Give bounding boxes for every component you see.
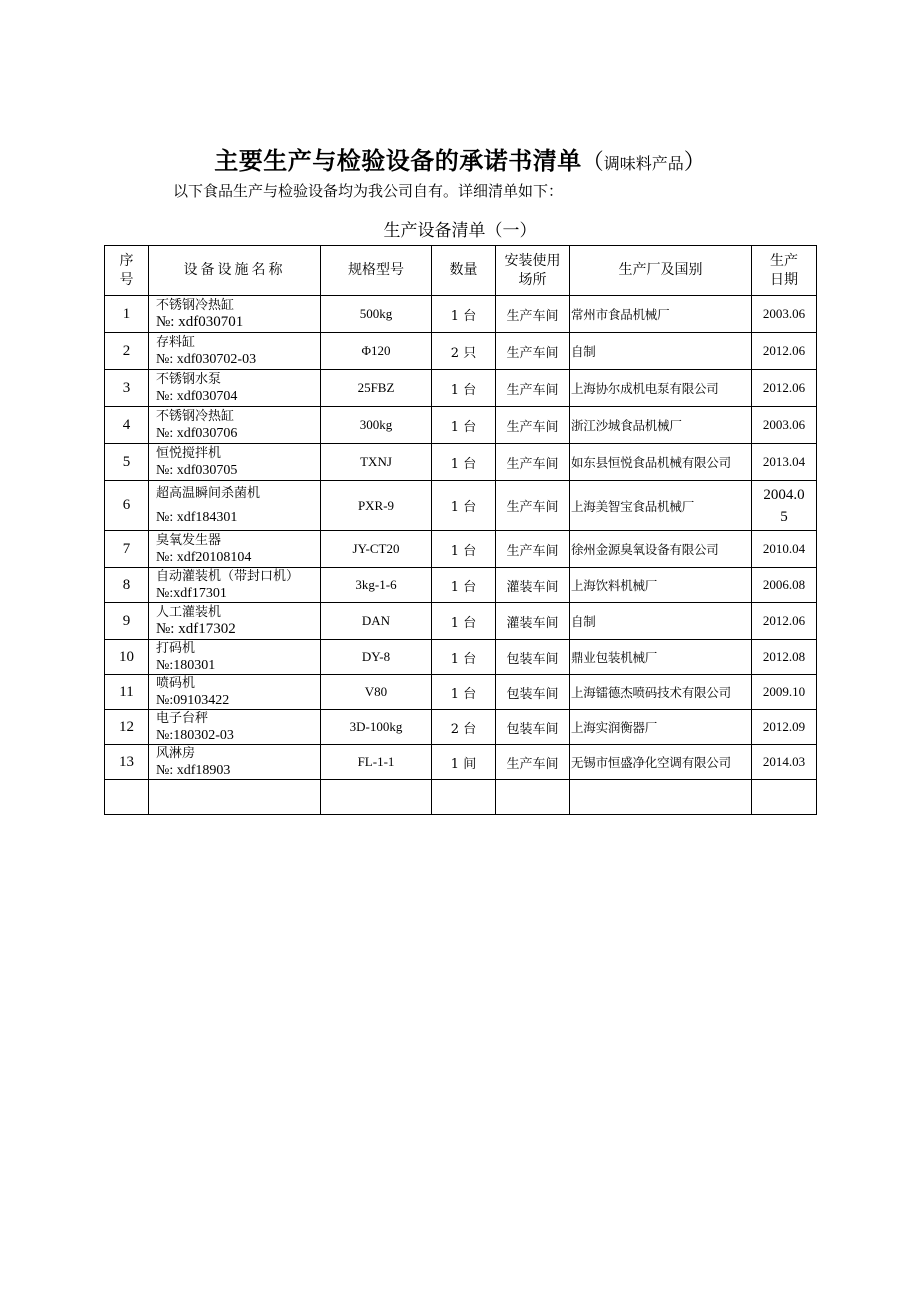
empty-cell bbox=[105, 780, 149, 815]
header-index bbox=[105, 246, 149, 296]
location-cell: 生产车间 bbox=[496, 745, 570, 780]
empty-cell bbox=[149, 780, 321, 815]
spec-cell: DY-8 bbox=[321, 640, 432, 675]
qty-unit: 台 bbox=[463, 543, 477, 559]
spec-cell: FL-1-1 bbox=[321, 745, 432, 780]
equipment-code: №: xdf17302 bbox=[156, 621, 236, 637]
header-name: 设备设施名称 bbox=[149, 246, 321, 296]
spec-cell: 3kg-1-6 bbox=[321, 568, 432, 603]
spec-cell: 25FBZ bbox=[321, 370, 432, 407]
date-line2: 5 bbox=[780, 508, 788, 525]
row-index: 12 bbox=[105, 710, 149, 745]
date-cell bbox=[752, 481, 817, 531]
header-location-line1: 安装使用 bbox=[504, 252, 561, 269]
equipment-name: 不锈钢冷热缸 bbox=[156, 409, 235, 424]
spec-cell: 3D-100kg bbox=[321, 710, 432, 745]
qty-cell bbox=[432, 745, 496, 780]
equipment-code: №: xdf030701 bbox=[156, 314, 244, 330]
location-cell: 灌装车间 bbox=[496, 603, 570, 640]
manufacturer-cell: 上海镭德杰喷码技术有限公司 bbox=[570, 675, 752, 710]
location-cell: 包装车间 bbox=[496, 675, 570, 710]
table-row bbox=[105, 333, 817, 370]
equipment-name-cell bbox=[149, 370, 321, 407]
qty-unit: 台 bbox=[463, 615, 477, 631]
row-index: 13 bbox=[105, 745, 149, 780]
qty-number: 2 bbox=[450, 345, 460, 361]
empty-cell bbox=[432, 780, 496, 815]
date-cell: 2003.06 bbox=[752, 296, 817, 333]
qty-number: 1 bbox=[450, 500, 460, 515]
location-cell: 包装车间 bbox=[496, 640, 570, 675]
equipment-name-cell bbox=[149, 675, 321, 710]
table-row-empty bbox=[105, 780, 817, 815]
date-cell: 2012.06 bbox=[752, 333, 817, 370]
location-cell: 生产车间 bbox=[496, 531, 570, 568]
location-cell: 生产车间 bbox=[496, 296, 570, 333]
equipment-name: 人工灌装机 bbox=[156, 605, 222, 620]
empty-cell bbox=[570, 780, 752, 815]
qty-cell bbox=[432, 407, 496, 444]
intro-statement: 以下食品生产与检验设备均为我公司自有。详细清单如下： bbox=[173, 182, 564, 200]
spec-cell: TXNJ bbox=[321, 444, 432, 481]
table-row bbox=[105, 745, 817, 780]
header-date bbox=[752, 246, 817, 296]
spec-cell: 500kg bbox=[321, 296, 432, 333]
table-row bbox=[105, 296, 817, 333]
location-cell: 生产车间 bbox=[496, 333, 570, 370]
equipment-code: №: xdf18903 bbox=[156, 763, 231, 778]
equipment-name: 超高温瞬间杀菌机 bbox=[156, 485, 261, 501]
equipment-name-cell bbox=[149, 333, 321, 370]
date-cell: 2012.06 bbox=[752, 603, 817, 640]
qty-number: 1 bbox=[450, 456, 460, 472]
header-qty: 数量 bbox=[432, 246, 496, 296]
title-paren-close: ） bbox=[683, 150, 706, 175]
equipment-name: 臭氧发生器 bbox=[156, 533, 222, 548]
row-index: 1 bbox=[105, 296, 149, 333]
date-cell: 2006.08 bbox=[752, 568, 817, 603]
date-cell: 2012.08 bbox=[752, 640, 817, 675]
equipment-name-cell bbox=[149, 745, 321, 780]
date-cell: 2010.04 bbox=[752, 531, 817, 568]
empty-cell bbox=[321, 780, 432, 815]
table-row bbox=[105, 568, 817, 603]
manufacturer-cell: 浙江沙城食品机械厂 bbox=[570, 407, 752, 444]
qty-number: 1 bbox=[450, 579, 460, 595]
date-cell: 2014.03 bbox=[752, 745, 817, 780]
equipment-code: №:xdf17301 bbox=[156, 586, 227, 601]
table-row bbox=[105, 603, 817, 640]
row-index: 4 bbox=[105, 407, 149, 444]
qty-unit: 台 bbox=[463, 500, 477, 515]
location-cell: 生产车间 bbox=[496, 481, 570, 531]
manufacturer-cell: 常州市食品机械厂 bbox=[570, 296, 752, 333]
equipment-name: 喷码机 bbox=[156, 676, 196, 691]
qty-unit: 台 bbox=[463, 456, 477, 472]
qty-number: 1 bbox=[450, 651, 460, 667]
location-cell: 灌装车间 bbox=[496, 568, 570, 603]
row-index: 6 bbox=[105, 481, 149, 531]
qty-unit: 台 bbox=[463, 686, 477, 702]
equipment-name-cell bbox=[149, 481, 321, 531]
equipment-name: 电子台秤 bbox=[156, 711, 209, 726]
manufacturer-cell: 如东县恒悦食品机械有限公司 bbox=[570, 444, 752, 481]
date-cell: 2003.06 bbox=[752, 407, 817, 444]
qty-cell bbox=[432, 444, 496, 481]
table-row bbox=[105, 640, 817, 675]
equipment-name: 恒悦搅拌机 bbox=[156, 446, 222, 461]
qty-cell bbox=[432, 675, 496, 710]
equipment-code: №: xdf030705 bbox=[156, 463, 238, 478]
manufacturer-cell: 上海实润衡器厂 bbox=[570, 710, 752, 745]
date-cell: 2013.04 bbox=[752, 444, 817, 481]
date-line1: 2004.0 bbox=[763, 486, 805, 503]
equipment-code: №: xdf20108104 bbox=[156, 550, 252, 565]
row-index: 9 bbox=[105, 603, 149, 640]
qty-unit: 台 bbox=[463, 721, 477, 737]
equipment-name: 存料缸 bbox=[156, 335, 196, 350]
qty-cell bbox=[432, 481, 496, 531]
table-row bbox=[105, 407, 817, 444]
equipment-name: 风淋房 bbox=[156, 746, 196, 761]
equipment-name-cell bbox=[149, 603, 321, 640]
spec-cell: PXR-9 bbox=[321, 481, 432, 531]
table-row bbox=[105, 531, 817, 568]
title-main: 主要生产与检验设备的承诺书清单 bbox=[214, 147, 582, 175]
manufacturer-cell: 上海美智宝食品机械厂 bbox=[570, 481, 752, 531]
manufacturer-cell: 徐州金源臭氧设备有限公司 bbox=[570, 531, 752, 568]
location-cell: 生产车间 bbox=[496, 407, 570, 444]
qty-unit: 台 bbox=[463, 308, 477, 324]
document-title bbox=[0, 141, 920, 176]
table-row bbox=[105, 675, 817, 710]
empty-cell bbox=[496, 780, 570, 815]
qty-number: 1 bbox=[450, 543, 460, 559]
header-index-line1: 序 bbox=[119, 252, 134, 269]
row-index: 11 bbox=[105, 675, 149, 710]
qty-number: 1 bbox=[450, 615, 460, 631]
equipment-code: №: xdf184301 bbox=[156, 509, 238, 525]
equipment-name-cell bbox=[149, 531, 321, 568]
qty-cell bbox=[432, 333, 496, 370]
title-paren-open: （ bbox=[581, 150, 604, 175]
equipment-name-cell bbox=[149, 568, 321, 603]
spec-cell: V80 bbox=[321, 675, 432, 710]
location-cell: 生产车间 bbox=[496, 370, 570, 407]
equipment-code: №:180301 bbox=[156, 658, 216, 673]
table-row bbox=[105, 370, 817, 407]
header-date-line2: 日期 bbox=[770, 271, 798, 288]
spec-cell: DAN bbox=[321, 603, 432, 640]
qty-cell bbox=[432, 603, 496, 640]
spec-cell: 300kg bbox=[321, 407, 432, 444]
table-row bbox=[105, 481, 817, 531]
manufacturer-cell: 自制 bbox=[570, 333, 752, 370]
qty-unit: 台 bbox=[463, 419, 477, 435]
table-subtitle: 生产设备清单（一） bbox=[383, 221, 537, 241]
header-location bbox=[496, 246, 570, 296]
table-row bbox=[105, 710, 817, 745]
row-index: 10 bbox=[105, 640, 149, 675]
equipment-code: №: xdf030706 bbox=[156, 426, 238, 441]
equipment-name-cell bbox=[149, 640, 321, 675]
equipment-name: 不锈钢水泵 bbox=[156, 372, 222, 387]
equipment-code: №:09103422 bbox=[156, 693, 230, 708]
qty-cell bbox=[432, 568, 496, 603]
manufacturer-cell: 上海饮料机械厂 bbox=[570, 568, 752, 603]
equipment-name-cell bbox=[149, 296, 321, 333]
equipment-code: №:180302-03 bbox=[156, 728, 234, 743]
date-cell: 2009.10 bbox=[752, 675, 817, 710]
spec-cell: Φ120 bbox=[321, 333, 432, 370]
header-location-line2: 场所 bbox=[518, 271, 547, 288]
qty-number: 1 bbox=[450, 382, 460, 398]
empty-cell bbox=[752, 780, 817, 815]
equipment-name-cell bbox=[149, 444, 321, 481]
qty-unit: 台 bbox=[463, 579, 477, 595]
qty-cell bbox=[432, 370, 496, 407]
manufacturer-cell: 鼎业包装机械厂 bbox=[570, 640, 752, 675]
row-index: 5 bbox=[105, 444, 149, 481]
row-index: 3 bbox=[105, 370, 149, 407]
qty-number: 1 bbox=[450, 419, 460, 435]
qty-cell bbox=[432, 640, 496, 675]
row-index: 8 bbox=[105, 568, 149, 603]
equipment-table bbox=[104, 245, 817, 815]
qty-number: 1 bbox=[450, 756, 460, 772]
equipment-name: 自动灌装机（带封口机） bbox=[156, 569, 300, 584]
qty-unit: 只 bbox=[463, 345, 477, 361]
location-cell: 生产车间 bbox=[496, 444, 570, 481]
qty-number: 2 bbox=[450, 721, 460, 737]
header-index-line2: 号 bbox=[119, 271, 134, 288]
equipment-name: 不锈钢冷热缸 bbox=[156, 298, 235, 313]
location-cell: 包装车间 bbox=[496, 710, 570, 745]
row-index: 7 bbox=[105, 531, 149, 568]
table-row bbox=[105, 444, 817, 481]
qty-number: 1 bbox=[450, 308, 460, 324]
qty-cell bbox=[432, 710, 496, 745]
manufacturer-cell: 无锡市恒盛净化空调有限公司 bbox=[570, 745, 752, 780]
spec-cell: JY-CT20 bbox=[321, 531, 432, 568]
equipment-name-cell bbox=[149, 407, 321, 444]
date-cell: 2012.09 bbox=[752, 710, 817, 745]
equipment-code: №: xdf030704 bbox=[156, 389, 238, 404]
title-product-type: 调味料产品 bbox=[603, 154, 684, 173]
header-date-line1: 生产 bbox=[770, 252, 798, 269]
equipment-name-cell bbox=[149, 710, 321, 745]
qty-unit: 台 bbox=[463, 382, 477, 398]
qty-unit: 台 bbox=[463, 651, 477, 667]
equipment-code: №: xdf030702-03 bbox=[156, 352, 257, 367]
header-spec: 规格型号 bbox=[321, 246, 432, 296]
equipment-name: 打码机 bbox=[156, 641, 196, 656]
qty-cell bbox=[432, 531, 496, 568]
qty-cell bbox=[432, 296, 496, 333]
qty-unit: 间 bbox=[463, 756, 477, 772]
date-cell: 2012.06 bbox=[752, 370, 817, 407]
header-manufacturer: 生产厂及国别 bbox=[570, 246, 752, 296]
table-header-row bbox=[105, 246, 817, 296]
manufacturer-cell: 上海协尔成机电泵有限公司 bbox=[570, 370, 752, 407]
row-index: 2 bbox=[105, 333, 149, 370]
qty-number: 1 bbox=[450, 686, 460, 702]
manufacturer-cell: 自制 bbox=[570, 603, 752, 640]
